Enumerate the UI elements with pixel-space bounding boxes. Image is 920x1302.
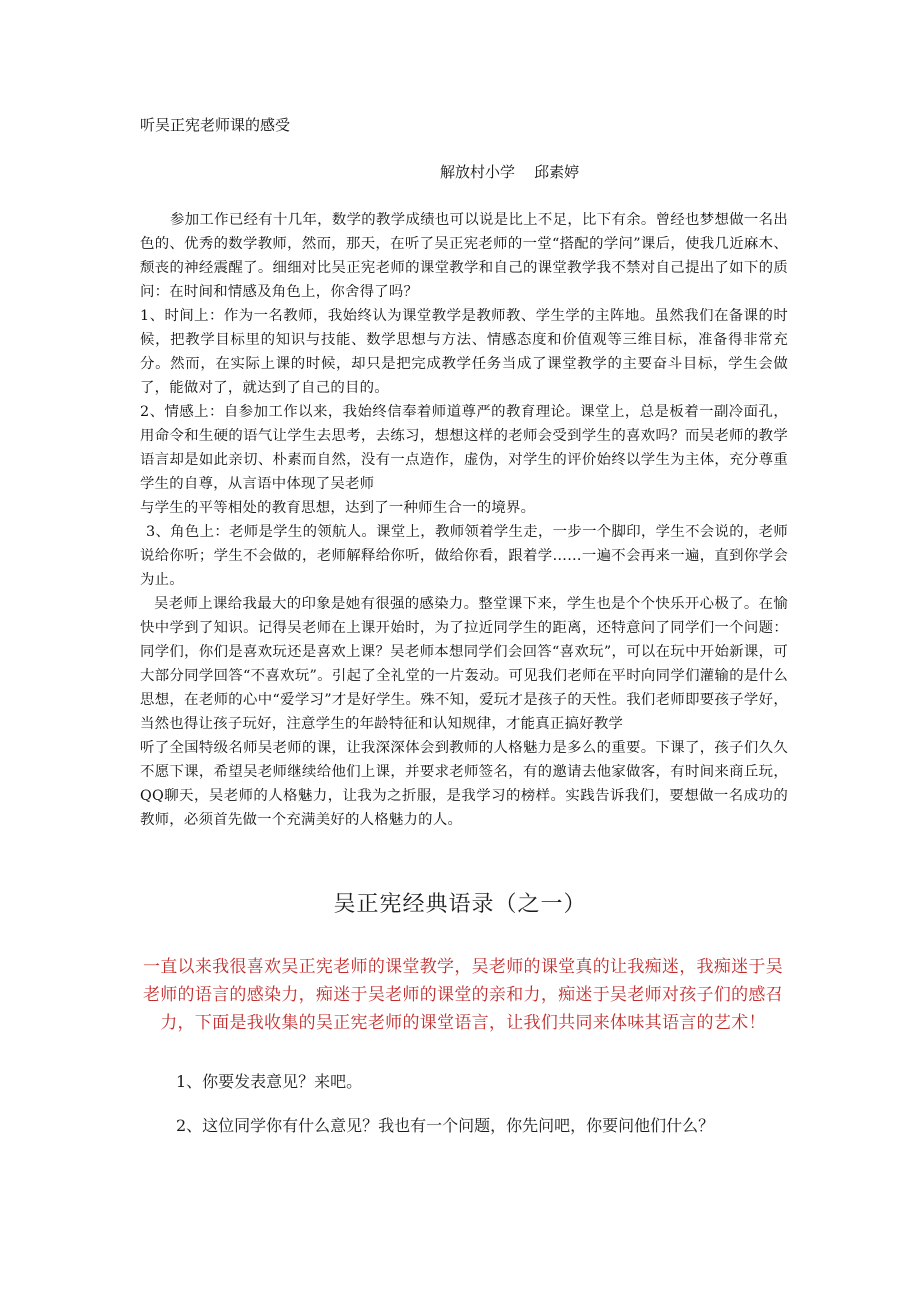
document-body: [140, 208, 788, 832]
quote-item: 2、这位同学你有什么意见？我也有一个问题，你先问吧，你要问他们什么？: [176, 1116, 715, 1135]
quotes-heading: 吴正宪经典语录（之一）: [333, 892, 587, 917]
paragraph-emotion: 2、情感上：自参加工作以来，我始终信奉着师道尊严的教育理论。课堂上，总是板着一副冷面孔，用命令和生硬的语气让学生去思考，去练习，想想这样的老师会受到学生的喜欢吗？而吴老师的教学语言却是如此亲切、朴素而自然，没有一点造作，虚伪，对学生的评价始终以学生为主体，充分尊重学生的自尊，从言语中体现了吴老师: [140, 404, 788, 492]
quotes-intro: 一直以来我很喜欢吴正宪老师的课堂教学，吴老师的课堂真的让我痴迷，我痴迷于吴老师的语言的感染力，痴迷于吴老师的课堂的亲和力，痴迷于吴老师对孩子们的感召力，下面是我收集的吴正宪老师的课堂语言，让我们共同来体味其语言的艺术！: [142, 957, 784, 1033]
paragraph-conclusion: 听了全国特级名师吴老师的课，让我深深体会到教师的人格魅力是多么的重要。下课了，孩子们久久不愿下课，希望吴老师继续给他们上课，并要求老师签名，有的邀请去他家做客，有时间来商丘玩，QQ聊天，吴老师的人格魅力，让我为之折服，是我学习的榜样。实践告诉我们，要想做一名成功的教师，必须首先做一个充满美好的人格魅力的人。: [140, 740, 788, 828]
document-title: 听吴正宪老师课的感受: [140, 116, 291, 134]
paragraph-intro: 参加工作已经有十几年，数学的教学成绩也可以说是比上不足，比下有余。曾经也梦想做一名出色的、优秀的数学教师，然而，那天，在听了吴正宪老师的一堂“搭配的学问”课后，使我几近麻木、颓丧的神经震醒了。细细对比吴正宪老师的课堂教学和自己的课堂教学我不禁对自己提出了如下的质问：在时间和情感及角色上，你舍得了吗？: [140, 212, 788, 300]
quote-item: 1、你要发表意见？来吧。: [176, 1072, 363, 1091]
paragraph-impression: 吴老师上课给我最大的印象是她有很强的感染力。整堂课下来，学生也是个个快乐开心极了。在愉快中学到了知识。记得吴老师在上课开始时，为了拉近同学生的距离，还特意问了同学们一个问题：同学们，你们是喜欢玩还是喜欢上课？吴老师本想同学们会回答“喜欢玩”，可以在玩中开始新课，可大部分同学回答“不喜欢玩”。引起了全礼堂的一片轰动。可见我们老师在平时向同学们灌输的是什么思想，在老师的心中“爱学习”才是好学生。殊不知，爱玩才是孩子的天性。我们老师即要孩子学好，当然也得让孩子玩好，注意学生的年龄特征和认知规律，才能真正搞好教学: [140, 596, 788, 732]
paragraph-role: 3、角色上：老师是学生的领航人。课堂上，教师领着学生走，一步一个脚印，学生不会说的，老师说给你听；学生不会做的，老师解释给你听，做给你看，跟着学……一遍不会再来一遍，直到你学会为止。: [140, 524, 788, 588]
author-line: 解放村小学 邱素婷: [440, 163, 580, 181]
paragraph-emotion-continued: 与学生的平等相处的教育思想，达到了一种师生合一的境界。: [140, 500, 536, 516]
paragraph-time: 1、时间上：作为一名教师，我始终认为课堂教学是教师教、学生学的主阵地。虽然我们在备课的时候，把教学目标里的知识与技能、数学思想与方法、情感态度和价值观等三维目标，准备得非常充分。然而，在实际上课的时候，却只是把完成教学任务当成了课堂教学的主要奋斗目标，学生会做了，能做对了，就达到了自己的目的。: [140, 308, 788, 396]
